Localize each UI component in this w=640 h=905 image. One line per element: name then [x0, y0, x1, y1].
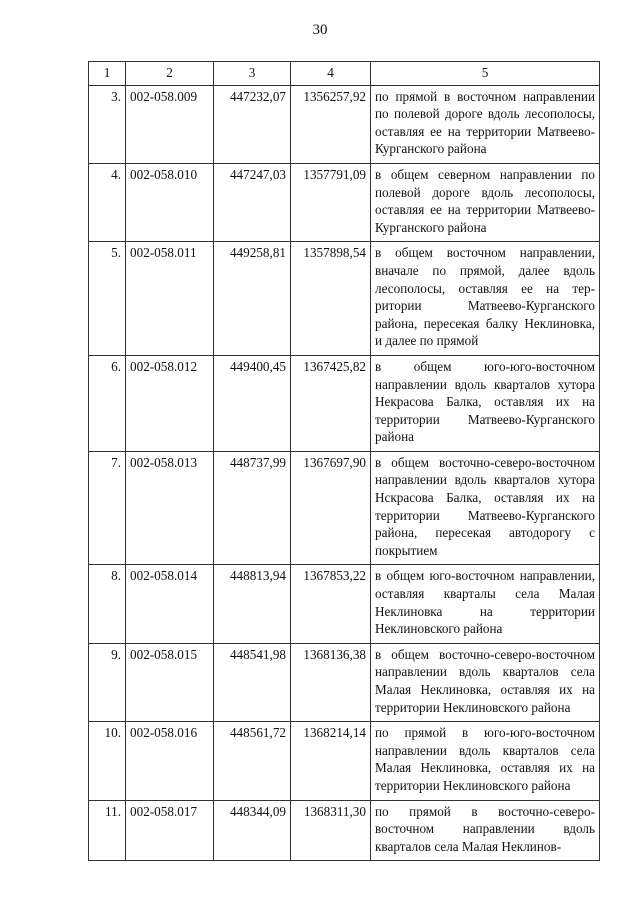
point-code: 002-058.011 — [126, 242, 214, 356]
table-row — [89, 85, 600, 163]
y-coordinate: 1356257,92 — [291, 85, 371, 163]
table-row — [89, 565, 600, 643]
column-header-4: 4 — [291, 62, 371, 86]
y-coordinate: 1368214,14 — [291, 722, 371, 800]
x-coordinate: 447232,07 — [214, 85, 291, 163]
boundary-description: в общем юго-юго-восточном направлении вдоль кварталов хутора Некрасова Балка, оставляя их на территории Матвеево-Курганского района — [371, 355, 600, 451]
column-header-3: 3 — [214, 62, 291, 86]
row-number: 4. — [89, 163, 126, 241]
row-number: 5. — [89, 242, 126, 356]
boundary-description: в общем юго-восточном направлении, оставляя кварталы села Малая Неклиновка на территории Неклиновского района — [371, 565, 600, 643]
table-row — [89, 242, 600, 356]
table-row — [89, 800, 600, 861]
boundary-description: по прямой в восточном направлении по полевой дороге вдоль лесополосы, оставляя ее на территории Матвеево-Курганского района — [371, 85, 600, 163]
row-number: 9. — [89, 643, 126, 721]
row-number: 3. — [89, 85, 126, 163]
table-row — [89, 451, 600, 565]
row-number: 8. — [89, 565, 126, 643]
row-number: 6. — [89, 355, 126, 451]
point-code: 002-058.009 — [126, 85, 214, 163]
point-code: 002-058.014 — [126, 565, 214, 643]
x-coordinate: 448541,98 — [214, 643, 291, 721]
x-coordinate: 449258,81 — [214, 242, 291, 356]
boundary-description: по прямой в юго-юго-восточном направлении вдоль кварталов села Малая Неклиновка, оставляя их на территории Неклиновского района — [371, 722, 600, 800]
column-header-2: 2 — [126, 62, 214, 86]
y-coordinate: 1357791,09 — [291, 163, 371, 241]
row-number: 11. — [89, 800, 126, 861]
boundary-description: по прямой в восточно-северовосточном направлении вдоль кварталов села Малая Неклинов- — [371, 800, 600, 861]
row-number: 10. — [89, 722, 126, 800]
y-coordinate: 1357898,54 — [291, 242, 371, 356]
x-coordinate: 448561,72 — [214, 722, 291, 800]
point-code: 002-058.015 — [126, 643, 214, 721]
y-coordinate: 1367425,82 — [291, 355, 371, 451]
x-coordinate: 448344,09 — [214, 800, 291, 861]
table-row — [89, 722, 600, 800]
page-number: 30 — [312, 22, 328, 38]
boundary-points-table — [88, 61, 600, 861]
y-coordinate: 1368311,30 — [291, 800, 371, 861]
point-code: 002-058.017 — [126, 800, 214, 861]
x-coordinate: 448737,99 — [214, 451, 291, 565]
x-coordinate: 449400,45 — [214, 355, 291, 451]
point-code: 002-058.010 — [126, 163, 214, 241]
boundary-description: в общем северном направлении по полевой дороге вдоль лесополосы, оставляя ее на территории Матвеево-Курганского района — [371, 163, 600, 241]
boundary-description: в общем восточно-северо-восточном направлении вдоль кварталов села Малая Неклиновка, оставляя их на территории Неклиновского района — [371, 643, 600, 721]
table-row — [89, 355, 600, 451]
point-code: 002-058.013 — [126, 451, 214, 565]
boundary-description: в общем восточно-северо-восточном направлении вдоль кварталов хутора Нскрасова Балка, оставляя их на территории Матвеево-Курганского района, пересекая автодорогу с покрытием — [371, 451, 600, 565]
y-coordinate: 1368136,38 — [291, 643, 371, 721]
point-code: 002-058.012 — [126, 355, 214, 451]
column-header-1: 1 — [89, 62, 126, 86]
table-row — [89, 163, 600, 241]
boundary-description: в общем восточном направлении, вначале по прямой, далее вдоль лесополосы, оставляя ее на территории Матвеево-Курганского района, пересекая балку Неклиновка, и далее по прямой — [371, 242, 600, 356]
table-row — [89, 643, 600, 721]
point-code: 002-058.016 — [126, 722, 214, 800]
row-number: 7. — [89, 451, 126, 565]
x-coordinate: 448813,94 — [214, 565, 291, 643]
y-coordinate: 1367853,22 — [291, 565, 371, 643]
column-header-5: 5 — [371, 62, 600, 86]
table-header-row — [89, 62, 600, 86]
y-coordinate: 1367697,90 — [291, 451, 371, 565]
x-coordinate: 447247,03 — [214, 163, 291, 241]
